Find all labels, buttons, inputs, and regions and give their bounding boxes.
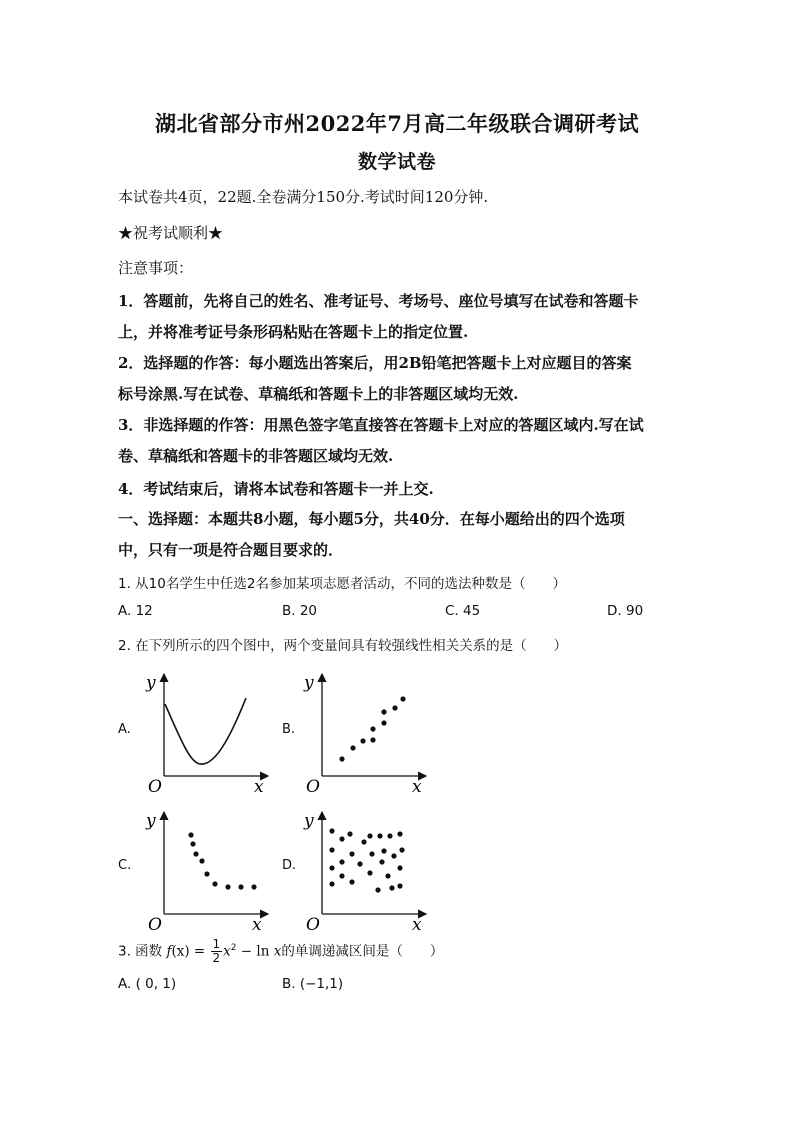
notice-line: 标号涂黑.写在试卷、草稿纸和答题卡上的非答题区域均无效. <box>118 385 519 403</box>
q2-label-b: B. <box>282 722 296 737</box>
data-point <box>225 884 230 889</box>
data-point <box>193 851 198 856</box>
y-axis-label: y <box>304 811 314 831</box>
data-point <box>370 737 375 742</box>
data-point <box>375 887 380 892</box>
q1-option-a: A. 12 <box>118 603 153 619</box>
origin-label: O <box>148 915 162 934</box>
section-heading: 中，只有一项是符合题目要求的． <box>118 541 344 559</box>
notice-line: 上，并将准考证号条形码粘贴在答题卡上的指定位置. <box>118 323 469 341</box>
q3-option-a: A. ( 0, 1) <box>118 976 177 992</box>
data-point <box>339 859 344 864</box>
q1-option-b: B. 20 <box>282 603 318 619</box>
plot-a <box>140 668 270 796</box>
q3-fraction-denominator: 2 <box>212 951 221 965</box>
origin-label: O <box>306 915 320 934</box>
data-point <box>397 865 402 870</box>
q3-term-x: x <box>223 943 231 960</box>
q2-label-a: A. <box>118 722 131 737</box>
q3-term-var: x <box>273 943 282 960</box>
y-axis-label: y <box>146 811 156 831</box>
x-axis-label: x <box>252 915 262 934</box>
data-point <box>204 871 209 876</box>
q2-label-c: C. <box>118 858 132 873</box>
data-point <box>391 853 396 858</box>
good-luck-text: ★祝考试顺利★ <box>118 224 224 242</box>
data-point <box>339 836 344 841</box>
plot-b <box>300 668 430 796</box>
data-point <box>329 865 334 870</box>
data-point <box>389 885 394 890</box>
question-3-stem <box>118 938 443 965</box>
data-point <box>329 881 334 886</box>
parabola-curve <box>165 698 246 764</box>
data-point <box>329 847 334 852</box>
data-point <box>357 861 362 866</box>
data-point <box>212 881 217 886</box>
data-point <box>379 859 384 864</box>
section-heading: 一、选择题：本题共8小题，每小题5分，共40分．在每小题给出的四个选项 <box>118 510 625 528</box>
data-point <box>339 756 344 761</box>
data-point <box>387 833 392 838</box>
plot-c <box>140 806 270 934</box>
question-2-stem: 2. 在下列所示的四个图中，两个变量间具有较强线性相关关系的是（ ） <box>118 638 568 654</box>
data-point <box>377 833 382 838</box>
q3-fraction <box>211 938 223 965</box>
data-point <box>367 870 372 875</box>
data-point <box>381 720 386 725</box>
q2-label-d: D. <box>282 858 297 873</box>
x-axis-label: x <box>412 915 422 934</box>
data-point <box>350 745 355 750</box>
data-point <box>369 851 374 856</box>
origin-label: O <box>306 777 320 796</box>
notice-line: 1．答题前，先将自己的姓名、准考证号、考场号、座位号填写在试卷和答题卡 <box>118 292 639 310</box>
q3-function-name: f <box>166 943 172 960</box>
plot-d <box>300 806 430 934</box>
y-axis-label: y <box>304 673 314 693</box>
y-axis-label: y <box>146 673 156 693</box>
q1-option-d: D. 90 <box>607 603 644 619</box>
data-point <box>397 831 402 836</box>
q1-option-c: C. 45 <box>445 603 481 619</box>
data-point <box>392 705 397 710</box>
data-point <box>238 884 243 889</box>
q3-function-arg: (x) = <box>171 943 210 960</box>
data-point <box>251 884 256 889</box>
q3-prefix: 3. 函数 <box>118 943 163 960</box>
notice-line: 3．非选择题的作答：用黑色签字笔直接答在答题卡上对应的答题区域内.写在试 <box>118 416 644 434</box>
q3-suffix: 的单调递减区间是（ ） <box>281 943 444 960</box>
intro-text: 本试卷共4页，22题.全卷满分150分.考试时间120分钟. <box>118 188 489 206</box>
question-1-stem: 1. 从10名学生中任选2名参加某项志愿者活动，不同的选法种数是（ ） <box>118 576 566 592</box>
data-point <box>400 696 405 701</box>
data-point <box>397 883 402 888</box>
data-point <box>361 839 366 844</box>
data-point <box>381 709 386 714</box>
data-point <box>367 833 372 838</box>
data-point <box>360 738 365 743</box>
q3-exponent: 2 <box>230 943 237 953</box>
data-point <box>381 848 386 853</box>
notice-heading: 注意事项： <box>118 259 194 277</box>
origin-label: O <box>148 777 162 796</box>
data-point <box>370 726 375 731</box>
data-point <box>188 832 193 837</box>
data-point <box>385 873 390 878</box>
q3-option-b: B. (−1,1) <box>282 976 344 992</box>
data-point <box>349 851 354 856</box>
exam-title: 湖北省部分市州2022年7月高二年级联合调研考试 <box>154 111 640 136</box>
data-point <box>199 858 204 863</box>
data-point <box>399 847 404 852</box>
notice-line: 卷、草稿纸和答题卡的非答题区域均无效. <box>118 447 394 465</box>
x-axis-label: x <box>412 777 422 796</box>
data-point <box>339 873 344 878</box>
data-point <box>190 841 195 846</box>
exam-subtitle: 数学试卷 <box>357 151 436 173</box>
x-axis-label: x <box>254 777 264 796</box>
q3-fraction-numerator: 1 <box>212 937 221 951</box>
q3-term-ln: − ln <box>236 943 274 960</box>
data-point <box>347 831 352 836</box>
data-point <box>349 879 354 884</box>
notice-line: 2．选择题的作答：每小题选出答案后，用2B铅笔把答题卡上对应题目的答案 <box>118 354 632 372</box>
data-point <box>329 828 334 833</box>
notice-line: 4．考试结束后，请将本试卷和答题卡一并上交. <box>118 480 434 498</box>
